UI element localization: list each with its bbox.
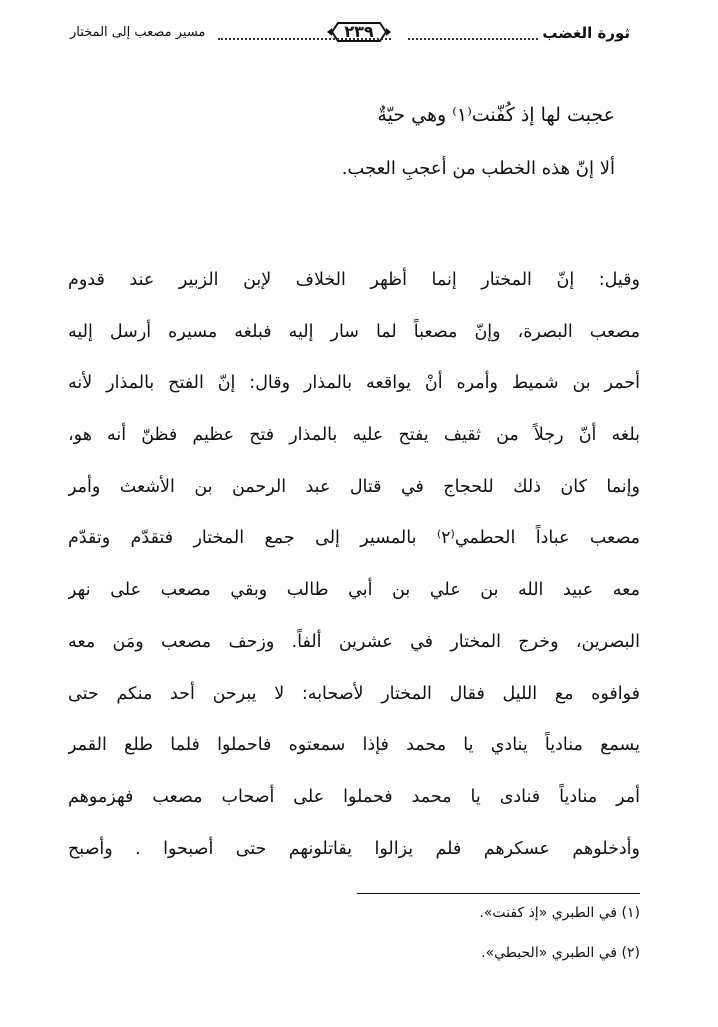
footnote: (٢) في الطبري «الحبطي». [481,945,640,961]
main-paragraph [68,262,640,882]
text-line: بلغه أنّ رجلاً من ثقيف يفتح عليه بالمذار فتح عظيم فظنّ أنه هو، [68,425,640,446]
text-line: وإنما كان ذلك للحجاج في قتال عبد الرحمن بن الأشعث وأمر [68,476,640,497]
text-line: البصرين، وخرج المختار في عشرين ألفاً. وزحف مصعب ومَن معه [68,631,640,652]
text-line: مصعب البصرة، وإنّ مصعباً لما سار إليه فبلغه مسيره أرسل إليه [68,321,640,342]
footnote-divider [357,893,640,894]
footnote: (١) في الطبري «إذ كفنت». [479,905,640,921]
running-header [70,22,630,52]
page-number: ٢٣٩ [344,22,374,41]
header-leader-dots [218,38,391,40]
text-line: أحمر بن شميط وأمره أنْ يواقعه بالمذار وقال: إنّ الفتح بالمذار لأنه [68,373,640,394]
text-line: فوافوه مع الليل فقال المختار لأصحابه: لا يبرحن أحد منكم حتى [68,683,640,704]
text-line: وقيل: إنّ المختار إنما أظهر الخلاف لإبن الزبير عند قدوم [68,270,640,290]
poem-verse: ألا إنّ هذه الخطب من أعجبِ العجب. [341,158,615,179]
book-title: ثورة الغضب [542,24,630,42]
text-line: معه عبيد الله بن علي بن أبي طالب وبقي مصعب على نهر [68,580,640,601]
text-line: يسمع منادياً ينادي يا محمد فإذا سمعتوه فاحملوا فلما طلع القمر [68,735,640,756]
text-line: أمر منادياً فنادى يا محمد فحملوا على أصحاب مصعب فهزموهم [68,786,640,807]
poem-verse: عجبت لها إذ كُفّنت⁽١⁾ وهي حيّةٌ [377,104,615,126]
page-number-badge [326,19,392,45]
text-line: مصعب عباداً الحطمي⁽٢⁾ بالمسير إلى جمع المختار فتقدّم وتقدّم [68,528,640,549]
chapter-title: مسير مصعب إلى المختار [70,25,206,40]
header-leader-dots [408,38,538,40]
text-line: وأدخلوهم عسكرهم فلم يزالوا يقاتلونهم حتى أصبحوا . وأصبح [68,838,640,859]
